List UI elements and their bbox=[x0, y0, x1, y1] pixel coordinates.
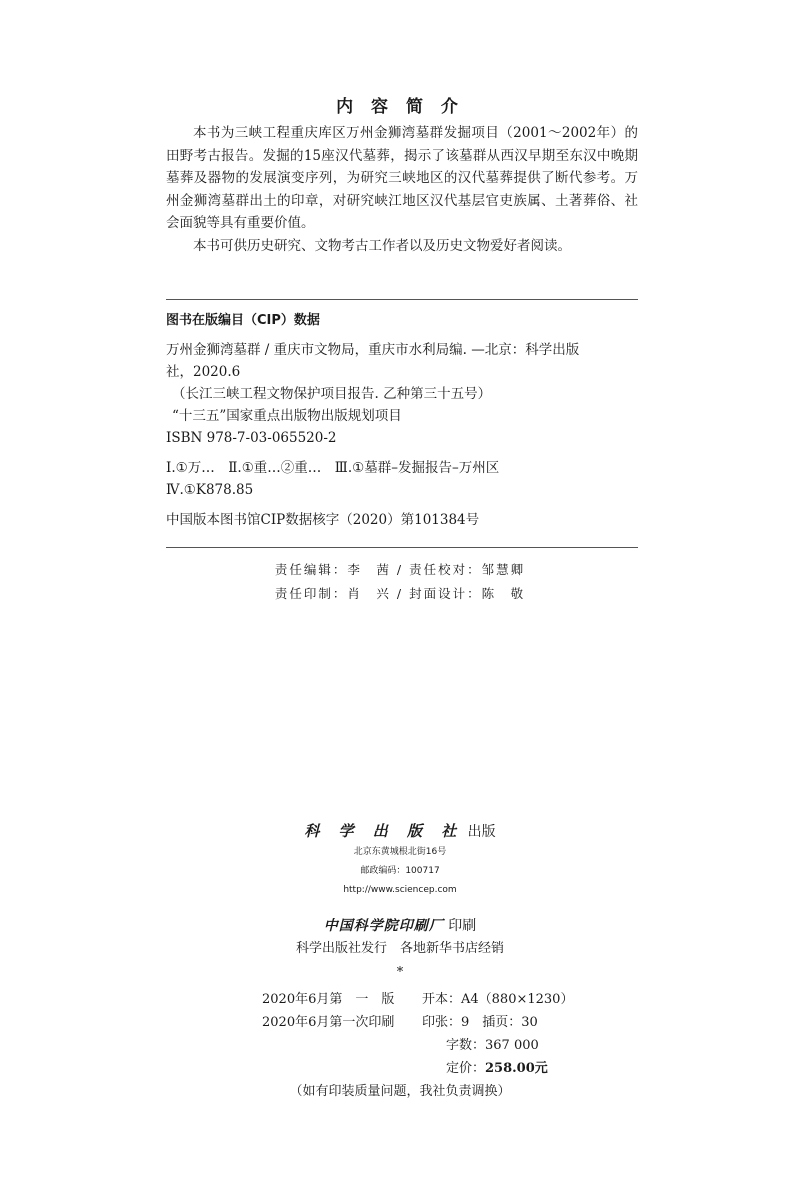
summary-title: 内 容 简 介 bbox=[336, 97, 464, 117]
publisher-url: http://www.sciencep.com bbox=[343, 885, 457, 895]
cip-record-number: 中国版本图书馆CIP数据核字（2020）第101384号 bbox=[166, 512, 480, 528]
printer-line bbox=[0, 914, 800, 938]
price-label: 定价： bbox=[446, 1061, 486, 1076]
publisher-postcode: 邮政编码：100717 bbox=[360, 866, 440, 876]
cip-line: 社，2020.6 bbox=[166, 364, 241, 380]
staff-line-printing: 责任印制：肖 兴 / 封面设计：陈 敬 bbox=[274, 586, 526, 601]
publisher-line bbox=[0, 820, 800, 843]
staff-credits bbox=[0, 558, 800, 606]
cip-classification: Ⅰ.①万… Ⅱ.①重…②重… Ⅲ.①墓群–发掘报告–万州区 bbox=[166, 460, 500, 476]
book-format: 开本：A4（880×1230） bbox=[422, 992, 574, 1007]
cip-line: 万州金狮湾墓群 / 重庆市文物局，重庆市水利局编. —北京：科学出版 bbox=[166, 342, 580, 358]
cip-block bbox=[166, 310, 646, 531]
publisher-address: 北京东黄城根北街16号 bbox=[353, 847, 447, 857]
cip-classification: Ⅳ.①K878.85 bbox=[166, 482, 254, 498]
cip-line: （长江三峡工程文物保护项目报告. 乙种第三十五号） bbox=[172, 386, 492, 402]
distribution-line: 科学出版社发行 各地新华书店经销 bbox=[295, 941, 504, 956]
print-sheets: 印张：9 插页：30 bbox=[422, 1015, 538, 1030]
staff-line-editors: 责任编辑：李 茜 / 责任校对：邹慧卿 bbox=[274, 562, 526, 577]
printer-suffix: 印刷 bbox=[448, 918, 477, 934]
quality-notice: （如有印装质量问题，我社负责调换） bbox=[289, 1084, 511, 1099]
cip-heading: 图书在版编目（CIP）数据 bbox=[166, 313, 320, 328]
summary-paragraph-1: 本书为三峡工程重庆库区万州金狮湾墓群发掘项目（2001～2002年）的田野考古报告。发掘的15座汉代墓葬，揭示了该墓群从西汉早期至东汉中晚期墓葬及器物的发展演变序列，为研究三峡地区的汉代墓葬提供了断代参考。万州金狮湾墓群出土的印章，对研究峡江地区汉代基层官吏族属、土著葬俗、社会面貌等具有重要价值。 bbox=[166, 125, 638, 231]
printer-logo-text: 中国科学院印刷厂 bbox=[323, 918, 444, 934]
word-count: 字数：367 000 bbox=[446, 1038, 539, 1053]
separator-star: * bbox=[396, 965, 404, 980]
printing-date: 2020年6月第一次印刷 bbox=[262, 1015, 395, 1030]
edition-specs bbox=[0, 988, 800, 1103]
price-value: 258.00元 bbox=[485, 1061, 548, 1076]
edition-date: 2020年6月第 一 版 bbox=[262, 992, 395, 1007]
cip-isbn: ISBN 978-7-03-065520-2 bbox=[166, 430, 337, 446]
publisher-logo-text: 科 学 出 版 社 bbox=[304, 822, 464, 840]
summary-paragraph-2: 本书可供历史研究、文物考古工作者以及历史文物爱好者阅读。 bbox=[193, 237, 571, 254]
bottom-divider bbox=[166, 547, 638, 548]
content-summary bbox=[166, 122, 638, 257]
price bbox=[446, 1057, 548, 1080]
cip-line: “十三五”国家重点出版物出版规划项目 bbox=[172, 408, 402, 424]
publisher-suffix: 出版 bbox=[467, 824, 496, 840]
top-divider bbox=[166, 299, 638, 300]
publisher-block bbox=[0, 820, 800, 984]
